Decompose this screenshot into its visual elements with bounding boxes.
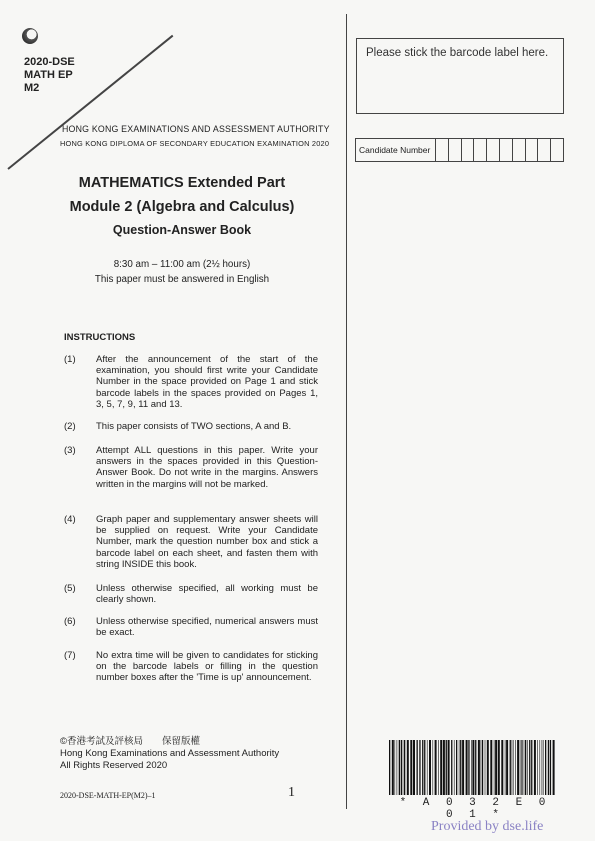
diploma-name: HONG KONG DIPLOMA OF SECONDARY EDUCATION EXAMINATION 2020 xyxy=(60,139,330,148)
candidate-number-box xyxy=(355,138,564,162)
candidate-number-cell[interactable] xyxy=(436,139,449,161)
language-note: This paper must be answered in English xyxy=(94,274,270,285)
title-module: Module 2 (Algebra and Calculus) xyxy=(69,199,295,215)
paper-code-line-3: M2 xyxy=(24,82,40,94)
instruction-text: Unless otherwise specified, all working must be clearly shown. xyxy=(96,583,318,606)
instruction-text: Graph paper and supplementary answer sheets will be supplied on request. Write your Candidate Number, mark the question number box and stick a barcode label on each sheet, and fasten them with string INSIDE this book. xyxy=(96,514,318,570)
authority-name: HONG KONG EXAMINATIONS AND ASSESSMENT AUTHORITY xyxy=(62,124,330,134)
title-subject: MATHEMATICS Extended Part xyxy=(78,175,286,191)
instruction-number: (3) xyxy=(64,445,76,456)
candidate-number-cell[interactable] xyxy=(538,139,551,161)
copyright-authority: Hong Kong Examinations and Assessment Authority xyxy=(60,748,280,759)
candidate-number-cell[interactable] xyxy=(487,139,500,161)
candidate-number-cell[interactable] xyxy=(462,139,475,161)
instruction-number: (1) xyxy=(64,354,76,365)
copyright-chinese: ©香港考試及評核局 保留版權 xyxy=(60,736,201,747)
barcode-prompt: Please stick the barcode label here. xyxy=(366,47,549,59)
copyright-rights: All Rights Reserved 2020 xyxy=(60,760,168,771)
instructions-heading: INSTRUCTIONS xyxy=(64,332,136,343)
instruction-text: Unless otherwise specified, numerical answers must be exact. xyxy=(96,616,318,639)
page-number: 1 xyxy=(288,785,295,800)
instruction-number: (6) xyxy=(64,616,76,627)
candidate-number-label: Candidate Number xyxy=(356,139,436,161)
instruction-number: (4) xyxy=(64,514,76,525)
paper-code-line-1: 2020-DSE xyxy=(24,56,75,68)
instruction-text: Attempt ALL questions in this paper. Write your answers in the spaces provided in this Question-Answer Book. Do not write in the margins. Answers written in the margins will not be marked. xyxy=(96,445,318,490)
instruction-number: (5) xyxy=(64,583,76,594)
instruction-text: No extra time will be given to candidates for sticking on the barcode labels or filling in the question number boxes after the 'Time is up' announcement. xyxy=(96,650,318,684)
instruction-text: This paper consists of TWO sections, A and B. xyxy=(96,421,292,432)
candidate-number-cell[interactable] xyxy=(500,139,513,161)
instruction-number: (7) xyxy=(64,650,76,661)
candidate-number-cell[interactable] xyxy=(449,139,462,161)
title-book: Question-Answer Book xyxy=(112,223,252,237)
candidate-number-cell[interactable] xyxy=(474,139,487,161)
barcode-number: * A 0 3 2 E 0 0 1 * xyxy=(399,797,551,821)
candidate-number-cell[interactable] xyxy=(526,139,539,161)
exam-time: 8:30 am – 11:00 am (2½ hours) xyxy=(113,259,251,270)
paper-code-line-2: MATH EP xyxy=(24,69,73,81)
candidate-number-cell[interactable] xyxy=(551,139,563,161)
hkeaa-logo-icon xyxy=(22,28,38,44)
instruction-text: After the announcement of the start of the examination, you should first write your Candidate Number in the space provided on Page 1 and stick barcode labels in the spaces provided on Pages 1, 3, 5, 7, 9, 11 and 13. xyxy=(96,354,318,410)
barcode-icon xyxy=(389,740,557,795)
page-code: 2020-DSE-MATH-EP(M2)–1 xyxy=(60,791,156,800)
candidate-number-cell[interactable] xyxy=(513,139,526,161)
instruction-number: (2) xyxy=(64,421,76,432)
vertical-divider xyxy=(346,14,347,809)
provided-by-watermark: Provided by dse.life xyxy=(431,819,544,834)
